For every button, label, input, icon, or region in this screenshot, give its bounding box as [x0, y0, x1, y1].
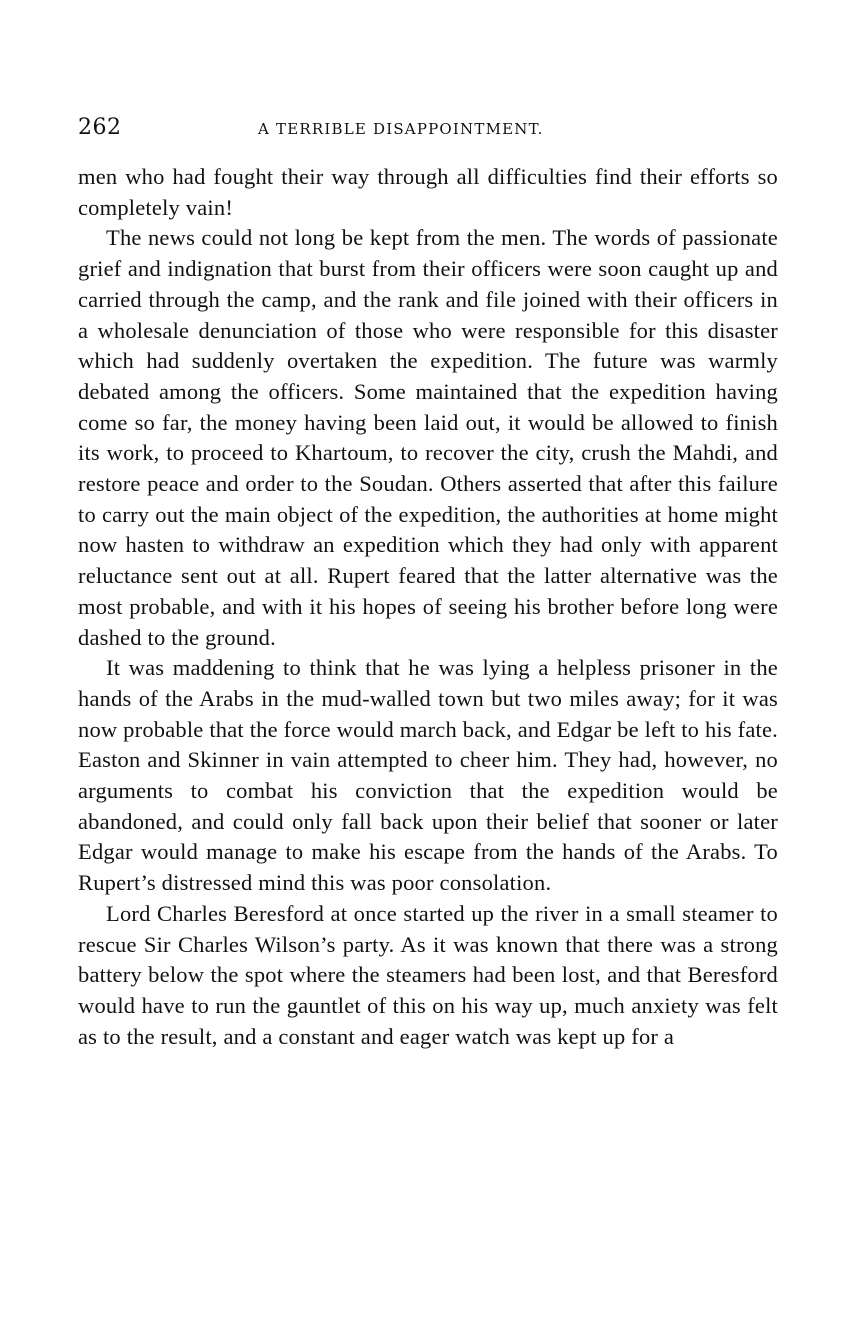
- body-text: [78, 162, 778, 1052]
- paragraph-news: The news could not long be kept from the men. The words of passionate grief and indignation that burst from their officers were soon caught up and carried through the camp, and the rank and file joined with their officers in a wholesale denunciation of those who were responsible for this disaster which had suddenly overtaken the expedition. The future was warmly debated among the officers. Some maintained that the expedition having come so far, the money having been laid out, it would be allowed to finish its work, to proceed to Khartoum, to recover the city, crush the Mahdi, and restore peace and order to the Soudan. Others asserted that after this failure to carry out the main object of the expedition, the authorities at home might now hasten to withdraw an expedition which they had only with apparent reluctance sent out at all. Rupert feared that the latter alternative was the most probable, and with it his hopes of seeing his brother before long were dashed to the ground.: [78, 225, 778, 650]
- page-number: 262: [78, 115, 122, 140]
- running-title: A TERRIBLE DISAPPOINTMENT.: [258, 120, 544, 138]
- paragraph-continued: men who had fought their way through all difficulties find their efforts so completely vain!: [78, 164, 778, 220]
- running-head: [78, 111, 778, 145]
- paragraph-beresford: Lord Charles Beresford at once started up the river in a small steamer to rescue Sir Charles Wilson’s party. As it was known that there was a strong battery below the spot where the steamers had been lost, and that Beresford would have to run the gauntlet of this on his way up, much anxiety was felt as to the result, and a constant and eager watch was kept up for a: [78, 900, 778, 1049]
- paragraph-maddening: It was maddening to think that he was lying a helpless prisoner in the hands of the Arabs in the mud-walled town but two miles away; for it was now probable that the force would march back, and Edgar be left to his fate. Easton and Skinner in vain attempted to cheer him. They had, however, no arguments to combat his conviction that the expedition would be abandoned, and could only fall back upon their belief that sooner or later Edgar would manage to make his escape from the hands of the Arabs. To Rupert’s distressed mind this was poor consolation.: [78, 655, 778, 896]
